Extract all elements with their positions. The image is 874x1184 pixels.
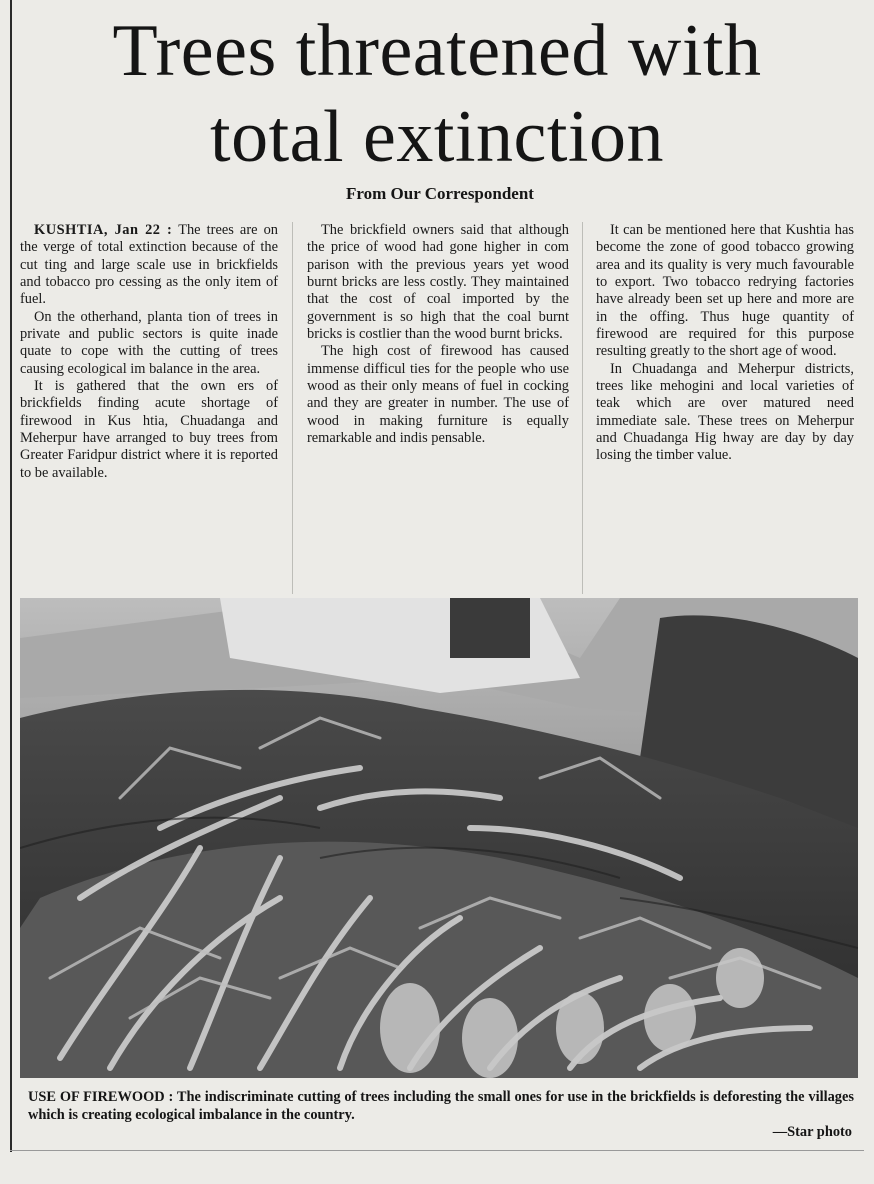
column-divider bbox=[582, 222, 583, 594]
article-column-3 bbox=[596, 222, 854, 465]
paragraph: The high cost of firewood has caused immense difficul ties for the people who use wood as their only means of fuel in cocking and they are greater in number. The use of wood in making furniture is equally remarkable and indis pensable. bbox=[307, 343, 569, 447]
paragraph: KUSHTIA, Jan 22 : The trees are on the verge of total extinction because of the cut ting and large scale use in brickfields and tobacco pro cessing as the only item of fuel. bbox=[20, 222, 278, 308]
paragraph: In Chuadanga and Meherpur districts, trees like mehogini and local varieties of teak which are over matured need immediate sale. These trees on Meherpur and Chuadanga Hig hway are day by day losing the timber value. bbox=[596, 360, 854, 464]
paragraph: It can be mentioned here that Kushtia has become the zone of good tobacco growing area and its quality is very much favourable to export. Two tobacco redrying factories have already been set up here and more are in the offing. Thus huge quantity of firewood are required for this purpose resulting greatly to the short age of wood. bbox=[596, 222, 854, 360]
byline: From Our Correspondent bbox=[346, 184, 534, 203]
firewood-pile-image bbox=[20, 598, 858, 1078]
firewood-photo bbox=[20, 598, 858, 1078]
dateline: KUSHTIA, Jan 22 : bbox=[34, 222, 173, 238]
paragraph: The brickfield owners said that although the price of wood had gone higher in com parison with the previous years yet wood burnt bricks are less costly. They maintained that the cost of coal imported by the government is so high that the coal burnt bricks is costlier than the wood burnt bricks. bbox=[307, 222, 569, 343]
paragraph: It is gathered that the own ers of brickfields finding acute shortage of firewood in Kus htia, Chuadanga and Meherpur have arranged to buy trees from Greater Faridpur district where it is reported to be available. bbox=[20, 378, 278, 481]
article-column-2 bbox=[307, 222, 569, 447]
article-column-1 bbox=[20, 222, 278, 482]
headline-line-1: Trees threatened with bbox=[112, 10, 762, 92]
headline bbox=[0, 8, 874, 180]
paragraph: On the otherhand, planta tion of trees in private and public sectors is quite inade quate to cope with the cutting of trees causing ecological im balance in the area. bbox=[20, 308, 278, 377]
bottom-border-rule bbox=[10, 1150, 864, 1151]
headline-line-2: total extinction bbox=[210, 96, 664, 178]
photo-credit: —Star photo bbox=[772, 1124, 852, 1140]
column-divider bbox=[292, 222, 293, 594]
photo-caption: USE OF FIREWOOD : The indiscriminate cutting of trees including the small ones for use in the brickfields is deforesting the villages which is creating ecological imbalance in the country. bbox=[28, 1089, 854, 1123]
